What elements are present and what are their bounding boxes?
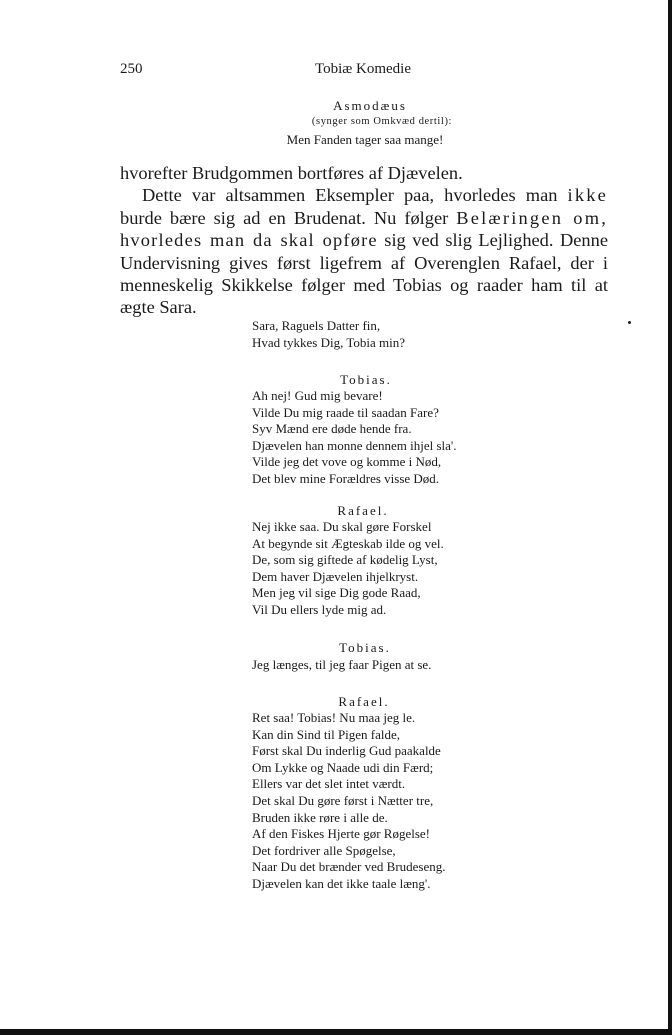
prose-line: ægte Sara. (120, 297, 197, 318)
verse-line: Syv Mænd ere døde hende fra. (252, 421, 412, 437)
running-title: Tobiæ Komedie (314, 61, 412, 77)
prose-line (120, 229, 608, 251)
verse-line: Sara, Raguels Datter fin, (252, 318, 381, 333)
prose-line (120, 184, 608, 206)
verse-line: Ah nej! Gud mig bevare! (252, 388, 383, 403)
verse-line: Det fordriver alle Spøgelse, (252, 842, 396, 858)
verse-line: Vil Du ellers lyde mig ad. (252, 601, 387, 617)
verse-line: Kan din Sind til Pigen falde, (252, 726, 401, 742)
verse-line: Djævelen han monne dennem ihjel sla'. (252, 437, 457, 453)
verse-line: Vilde Du mig raade til saadan Fare? (252, 404, 439, 420)
speaker-tobias: Tobias. (339, 640, 391, 655)
verse-line: Om Lykke og Naade udi din Færd; (252, 759, 434, 775)
verse-line: Nej ikke saa. Du skal gøre Forskel (252, 519, 432, 534)
verse-line: Først skal Du inderlig Gud paakalde (252, 743, 441, 759)
verse-line: Dem haver Djævelen ihjelkryst. (252, 568, 419, 584)
verse-line: Naar Du det brænder ved Brudeseng. (252, 859, 446, 875)
speaker-asmodaeus: Asmodæus (333, 98, 407, 113)
speaker-rafael: Rafael. (337, 503, 389, 518)
speaker-rafael: Rafael. (338, 694, 390, 709)
speaker-tobias: Tobias. (340, 372, 392, 387)
prose-line: hvorefter Brudgommen bortføres af Djævelen. (120, 163, 463, 183)
prose-text: burde bære sig ad en Brudenat. Nu følger (120, 207, 457, 228)
verse-line: Jeg længes, til jeg faar Pigen at se. (252, 657, 432, 672)
speech-tobias-1 (252, 388, 457, 488)
ink-speck (628, 321, 631, 324)
speech-rafael-1 (252, 519, 444, 619)
verse-line: Men Fanden tager saa mange! (286, 132, 444, 147)
verse-line: Vilde jeg det vove og komme i Nød, (252, 454, 442, 470)
prose-text: Dette var altsammen Eksempler paa, hvorledes man (142, 185, 568, 206)
verse-line: Men jeg vil sige Dig gode Raad, (252, 585, 421, 601)
verse-line: Djævelen kan det ikke taale læng'. (252, 875, 431, 891)
prose-line: Undervisning gives først ligefrem af Overenglen Rafael, der i (120, 252, 608, 273)
verse-line: Ret saa! Tobias! Nu maa jeg le. (252, 710, 416, 725)
prose-text: sig ved slig Lejlighed. Denne (377, 230, 608, 251)
stage-direction: (synger som Omkvæd dertil): (311, 116, 453, 127)
prose-paragraph (120, 162, 608, 319)
verse-line: Hvad tykkes Dig, Tobia min? (252, 334, 406, 350)
speech-rafael-2 (252, 710, 446, 893)
spaced-text: ikke (567, 185, 608, 206)
verse-line: Det skal Du gøre først i Nætter tre, (252, 792, 434, 808)
prose-line (120, 207, 608, 229)
prose-line: menneskelig Skikkelse følger med Tobias og raader ham til at (120, 274, 608, 295)
speech-tobias-2 (252, 657, 431, 674)
verse-line: Ellers var det slet intet værdt. (252, 776, 406, 792)
page-number: 250 (120, 61, 143, 77)
verse-line: Af den Fiskes Hjerte gør Røgelse! (252, 826, 430, 842)
spaced-text: hvorledes man da skal opføre (120, 230, 378, 251)
verse-intro (252, 318, 405, 351)
spaced-text: Belæringen om, (456, 207, 608, 228)
scan-edge-bottom (0, 1029, 672, 1035)
verse-line: At begynde sit Ægteskab ilde og vel. (252, 535, 444, 551)
verse-line: Det blev mine Forældres visse Død. (252, 470, 440, 486)
verse-line: Bruden ikke røre i alle de. (252, 809, 388, 825)
verse-line: De, som sig giftede af kødelig Lyst, (252, 552, 438, 568)
